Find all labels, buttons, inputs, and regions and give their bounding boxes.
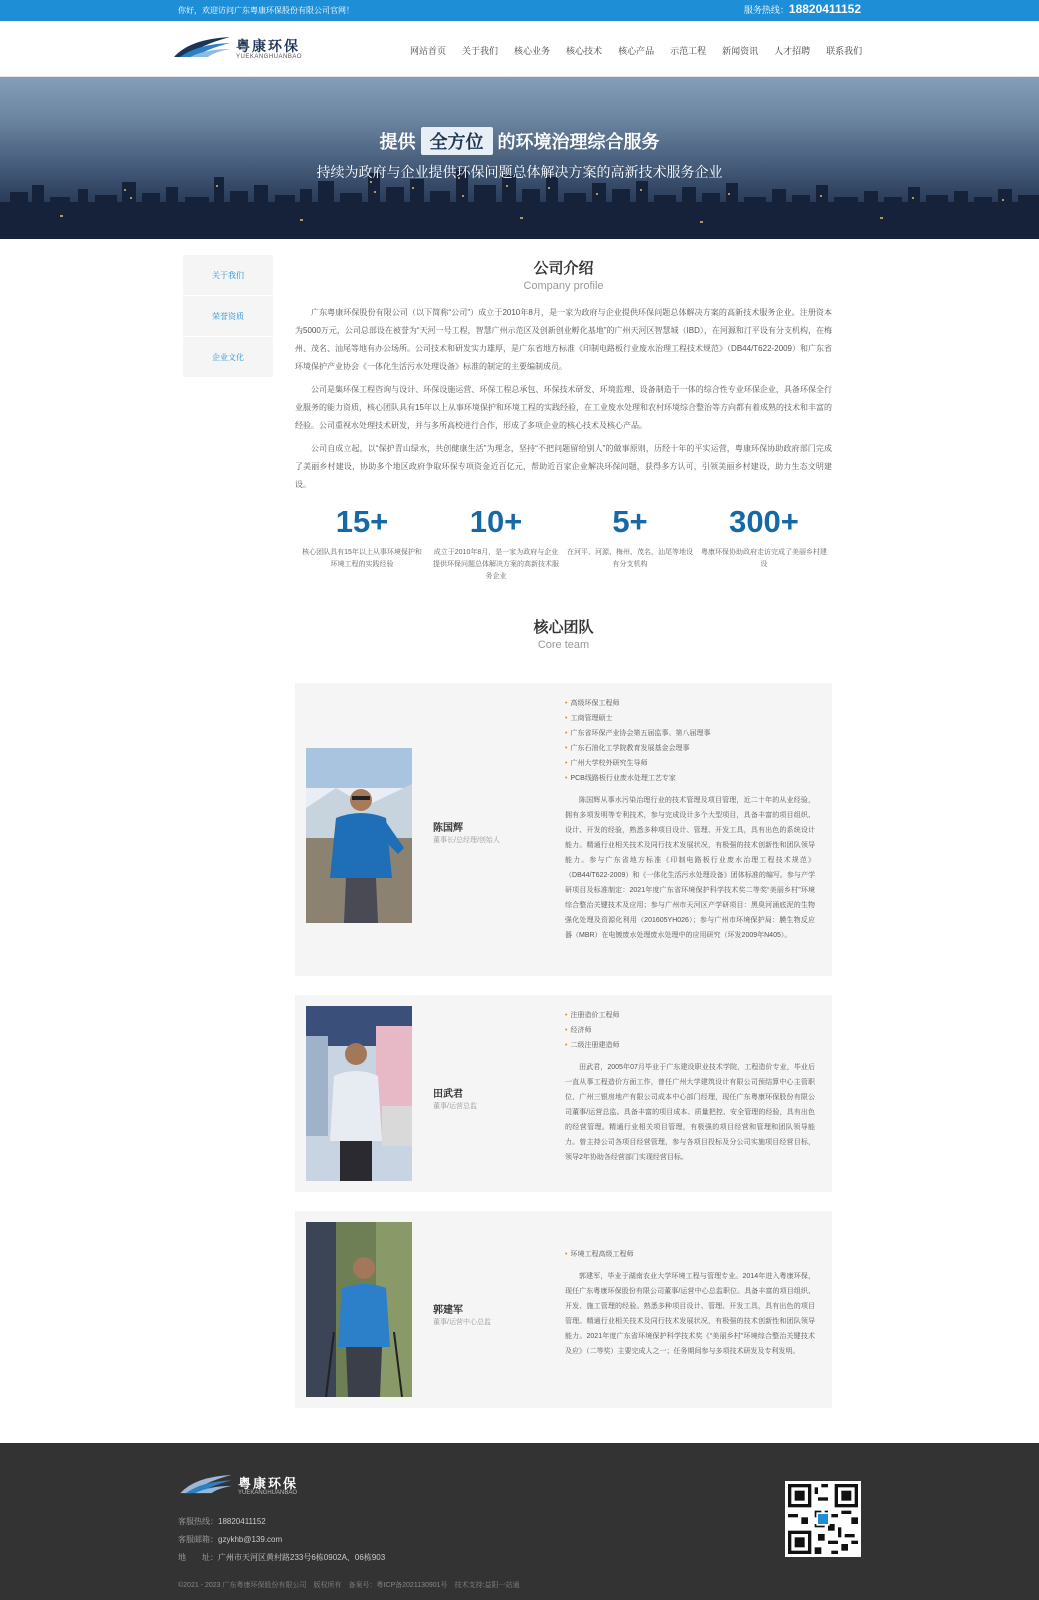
member-photo [306, 748, 412, 923]
member-name: 田武君 [433, 1089, 463, 1100]
qualification-item: • 环境工程高级工程师 [565, 1247, 815, 1262]
copyright-text: ©2021 - 2023 广东粤康环保股份有限公司 版权所有 备案号：粤ICP备2021130901号 技术支持:益阳一站通 [178, 1582, 520, 1589]
member-role: 董事/运营中心总监 [433, 1319, 491, 1326]
stat-item [295, 503, 429, 583]
stat-number: 15+ [335, 504, 389, 539]
member-qualifications [565, 696, 815, 786]
member-bio: 田武君，2005年07月毕业于广东建设职业技术学院，工程造价专业，毕业后一直从事工程造价方面工作，曾任广州大学建筑设计有限公司预结算中心主管职位、广州三银房地产有限公司成本中心部门经理，现任广东粤康环保股份有限公司董事/运营总监。具备丰富的项目成本、质量把控、安全管理的经验，具有出色的经营管理。精通行业相关项目管理，有极强的项目经营和管理和团队领导能力。曾主持公司各项目经营管理，参与各项目投标及分公司实施项目经营目标，领导2年协助各经营部门实现经营目标。 [565, 1064, 815, 1161]
hotline-label: 服务热线： [743, 5, 789, 15]
qualification-item: • 二级注册建造师 [565, 1038, 815, 1053]
qualification-item: • 广州大学校外研究生导师 [565, 756, 815, 771]
footer-logo-name-en: YUEKANGHUANBAO [238, 1490, 298, 1496]
stat-description: 在河平、河源、梅州、茂名、汕尾等地设有分支机构 [567, 549, 693, 568]
member-bio: 陈国辉从事水污染治理行业的技术管理及项目管理，近二十年的从业经验，拥有多项发明等专利技术，参与完成设计多个大型项目，具备丰富的项目组织、设计、开发的经验，熟悉多种项目设计、管理、开发工具，具有出色的系统设计能力。精通行业相关技术及同行技术发展状况，有极强的技术创新性和团队领导能力。参与广东省地方标准《印制电路板行业废水治理工程技术规范》（DB44/T622-2009）和《一体化生活污水处理设备》团体标准的编写。参与产学研项目及标准制定：2021年度广东省环境保护科学技术奖二等奖“美丽乡村”环境综合整治关键技术及应用；参与广州市天河区产学研项目：黑臭河涌底泥的生物强化处理及资源化利用（201605YH026）；参与广州市环境保护局：膜生物反应器（MBR）在电镀废水处理废水处理中的应用研究（环发2009年N405）。 [565, 797, 815, 939]
qualification-item: • 广东石油化工学院教育发展基金会理事 [565, 741, 815, 756]
stat-item [697, 503, 831, 583]
profile-paragraph: 广东粤康环保股份有限公司（以下简称“公司”）成立于2010年8月，是一家为政府与企业提供环保问题总体解决方案的高新技术服务企业。注册资本为5000万元，公司总部设在被誉为“天河一号工程，智慧广州示范区及创新创业孵化基地”的广州天河区智慧城（IBD），在河源和汀平设有分支机构，在梅州、茂名、汕尾等地有办公场所。公司技术和研发实力雄厚，是广东省地方标准《印制电路板行业废水治理工程技术规范》（DB44/T622-2009）和广东省环境保护产业协会《一体化生活污水处理设备》标准的制定的主要编制成员。 [295, 308, 832, 371]
member-photo [306, 1222, 412, 1397]
hero-banner [0, 77, 1039, 239]
main-nav [410, 44, 878, 57]
profile-heading [295, 257, 832, 292]
footer-address-label: 地 址： [178, 1553, 218, 1562]
about-sidebar [183, 255, 273, 378]
nav-item-careers[interactable]: 人才招聘 [774, 46, 811, 56]
logo-mark-icon [172, 35, 232, 59]
profile-paragraph: 公司自成立起，以“保护青山绿水，共创健康生活”为理念，坚持“不把问题留给别人”的做事原则，历经十年的平实运营，粤康环保协助政府部门完成了美丽乡村建设，协助多个地区政府争取环保专项资金近百亿元，帮助近百家企业解决环保问题，获得多方认可，引领美丽乡村建设，助力生态文明建设。 [295, 444, 832, 489]
qualification-item: • 经济师 [565, 1023, 815, 1038]
footer-hotline [178, 1516, 266, 1527]
member-bio: 郭建军，毕业于湖南农业大学环境工程与管理专业。2014年进入粤康环保，现任广东粤康环保股份有限公司董事/运营中心总监职位。具备丰富的项目组织、开发、施工管理的经验。熟悉多种项目设计、管理、开发工具，具有出色的项目管理。精通行业相关技术及同行技术发展状况，有极强的技术创新性和团队领导能力。2021年度广东省环境保护科学技术奖《“美丽乡村”环境综合整治关键技术及应》（二等奖）主要完成人之一；任务期间参与多项技术研发及专利发明。 [565, 1273, 815, 1355]
member-qualifications [565, 1247, 815, 1262]
member-qualifications [565, 1008, 815, 1053]
team-member-card [295, 1211, 832, 1408]
footer-email [178, 1534, 282, 1545]
team-member-card [295, 683, 832, 976]
site-header [0, 21, 1039, 77]
member-info [565, 1247, 815, 1359]
sidebar-item-honors[interactable]: 荣誉资质 [183, 296, 273, 337]
qualification-item: • 广东省环保产业协会第五届监事、第八届理事 [565, 726, 815, 741]
footer-logo-name-cn: 粤康环保 [238, 1476, 299, 1491]
top-hotline [744, 2, 861, 16]
qualification-item: • 高级环保工程师 [565, 696, 815, 711]
team-member-card [295, 995, 832, 1192]
nav-item-contact[interactable]: 联系我们 [826, 46, 863, 56]
nav-item-about[interactable]: 关于我们 [462, 46, 499, 56]
member-photo [306, 1006, 412, 1181]
banner-title-highlight: 全方位 [421, 127, 493, 155]
profile-text [295, 304, 832, 499]
stat-number: 10+ [469, 504, 523, 539]
profile-title-cn: 公司介绍 [533, 260, 594, 277]
member-role: 董事长/总经理/创始人 [433, 837, 500, 844]
banner-title-after: 的环境治理综合服务 [497, 132, 660, 152]
sidebar-item-culture[interactable]: 企业文化 [183, 337, 273, 378]
member-photo-image [306, 1222, 412, 1397]
member-photo-image [306, 1006, 412, 1181]
logo-name-en: YUEKANGHUANBAO [236, 54, 303, 60]
footer-hotline-value[interactable]: 18820411152 [218, 1517, 266, 1526]
footer-hotline-label: 客服热线： [178, 1517, 218, 1526]
stat-item [563, 503, 697, 583]
member-name: 郭建军 [433, 1305, 463, 1316]
footer-email-label: 客服邮箱： [178, 1535, 218, 1544]
footer-logo[interactable] [178, 1473, 308, 1501]
profile-title-en: Company profile [523, 280, 604, 292]
qualification-item: • 注册造价工程师 [565, 1008, 815, 1023]
member-name: 陈国辉 [433, 823, 463, 834]
member-photo-image [306, 748, 412, 923]
nav-item-business[interactable]: 核心业务 [514, 46, 551, 56]
qr-code-image [785, 1481, 861, 1557]
footer-address-value: 广州市天河区黄村路233号6栋0902A、06栋903 [218, 1553, 386, 1562]
team-title-cn: 核心团队 [533, 619, 594, 636]
member-role: 董事/运营总监 [433, 1103, 477, 1110]
stat-description: 成立于2010年8月，是一家为政府与企业提供环保问题总体解决方案的高新技术服务企业 [433, 549, 559, 580]
profile-paragraph: 公司是集环保工程咨询与设计、环保设施运营、环保工程总承包、环保技术研发、环境监理、设备制造于一体的综合性专业环保企业，具备环保全行业服务的能力资质，核心团队具有15年以上从事环境保护和环境工程的实践经验，在工业废水处理和农村环境综合整治等方向都有着成熟的技术和丰富的经验。公司重视水处理技术研发，并与多所高校进行合作，形成了多项企业的核心技术及核心产品。 [295, 385, 832, 430]
nav-item-news[interactable]: 新闻资讯 [722, 46, 759, 56]
city-skyline-image [0, 77, 1039, 239]
footer-email-value[interactable]: gzykhb@139.com [218, 1535, 283, 1544]
member-info [565, 1008, 815, 1165]
team-title-en: Core team [537, 639, 590, 651]
banner-subtitle: 持续为政府与企业提供环保问题总体解决方案的高新技术服务企业 [316, 164, 723, 180]
logo-name-cn: 粤康环保 [236, 38, 300, 54]
banner-title [0, 127, 1039, 155]
stat-number: 5+ [612, 504, 648, 539]
nav-item-home[interactable]: 网站首页 [410, 46, 447, 56]
qualification-item: • 工商管理硕士 [565, 711, 815, 726]
site-logo[interactable] [172, 35, 302, 65]
nav-item-products[interactable]: 核心产品 [618, 46, 655, 56]
site-footer [0, 1443, 1039, 1600]
nav-item-technology[interactable]: 核心技术 [566, 46, 603, 56]
sidebar-item-about[interactable]: 关于我们 [183, 255, 273, 296]
hotline-number[interactable]: 18820411152 [788, 2, 861, 16]
nav-item-projects[interactable]: 示范工程 [670, 46, 707, 56]
qr-code-icon [788, 1484, 858, 1554]
stat-description: 核心团队具有15年以上从事环境保护和环境工程的实践经验 [302, 549, 422, 568]
top-bar [0, 0, 1039, 21]
member-info [565, 696, 815, 943]
qualification-item: • PCB线路板行业废水处理工艺专家 [565, 771, 815, 786]
stats-row [295, 503, 832, 583]
stat-number: 300+ [729, 504, 799, 539]
banner-title-before: 提供 [379, 132, 416, 152]
stat-item [429, 503, 563, 583]
footer-address [178, 1552, 385, 1563]
team-heading [295, 616, 832, 651]
logo-mark-icon [178, 1473, 234, 1495]
stat-description: 粤康环保协助政府走访完成了美丽乡村建设 [701, 549, 827, 568]
welcome-text: 你好，欢迎访问广东粤康环保股份有限公司官网！ [178, 6, 354, 15]
